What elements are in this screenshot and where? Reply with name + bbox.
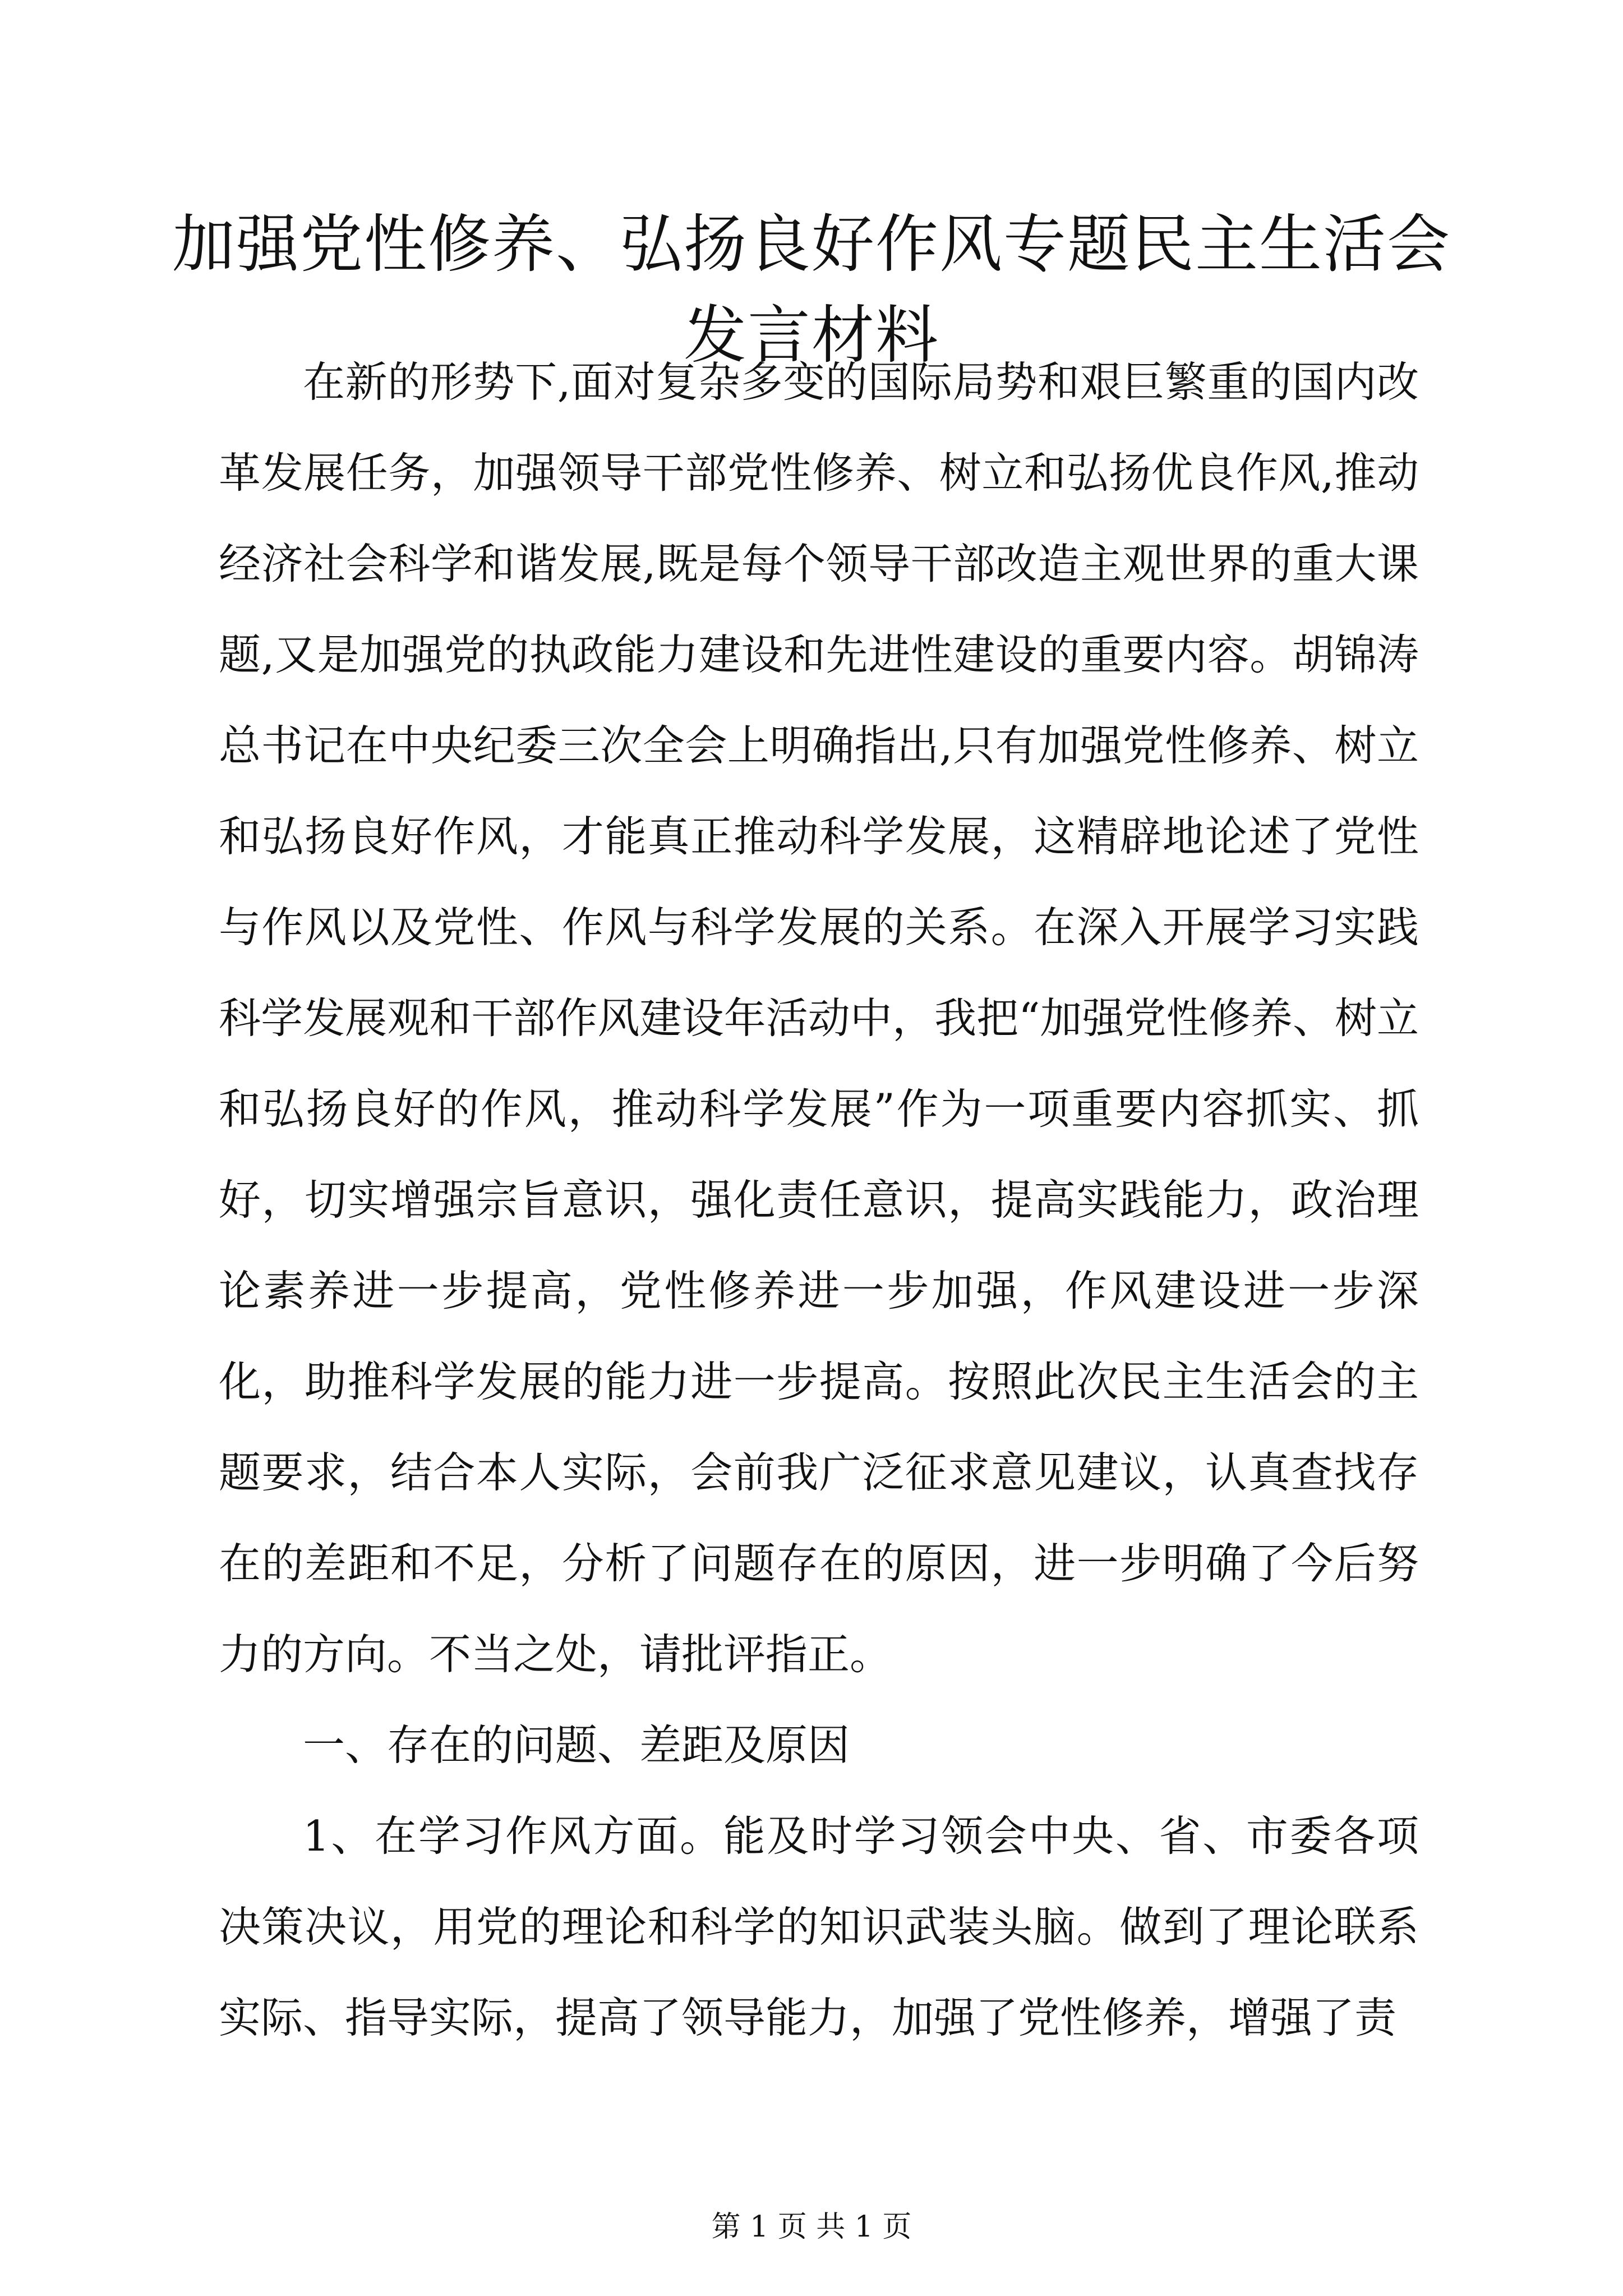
section-heading-problems: 一、存在的问题、差距及原因 (303, 1720, 850, 1770)
document-body (219, 337, 1419, 2063)
paragraph-study-style: 1、在学习作风方面。能及时学习领会中央、省、市委各项决策决议，用党的理论和科学的知识武装头脑。做到了理论联系实际、指导实际，提高了领导能力，加强了党性修养，增强了责 (219, 1811, 1419, 2042)
document-title-line-2: 发言材料 (684, 299, 939, 372)
paragraph-intro: 在新的形势下,面对复杂多变的国际局势和艰巨繁重的国内改革发展任务，加强领导干部党性修养、树立和弘扬优良作风,推动经济社会科学和谐发展,既是每个领导干部改造主观世界的重大课题,又是加强党的执政能力建设和先进性建设的重要内容。胡锦涛总书记在中央纪委三次全会上明确指出,只有加强党性修养、树立和弘扬良好作风，才能真正推动科学发展，这精辟地论述了党性与作风以及党性、作风与科学发展的关系。在深入开展学习实践科学发展观和干部作风建设年活动中，我把“加强党性修养、树立和弘扬良好的作风，推动科学发展”作为一项重要内容抓实、抓好，切实增强宗旨意识，强化责任意识，提高实践能力，政治理论素养进一步提高，党性修养进一步加强，作风建设进一步深化，助推科学发展的能力进一步提高。按照此次民主生活会的主题要求，结合本人实际，会前我广泛征求意见建议，认真查找存在的差距和不足，分析了问题存在的原因，进一步明确了今后努力的方向。不当之处，请批评指正。 (219, 357, 1419, 1679)
page-footer: 第 1 页 共 1 页 (711, 2210, 912, 2244)
document-title-line-1: 加强党性修养、弘扬良好作风专题民主生活会 (172, 208, 1451, 281)
